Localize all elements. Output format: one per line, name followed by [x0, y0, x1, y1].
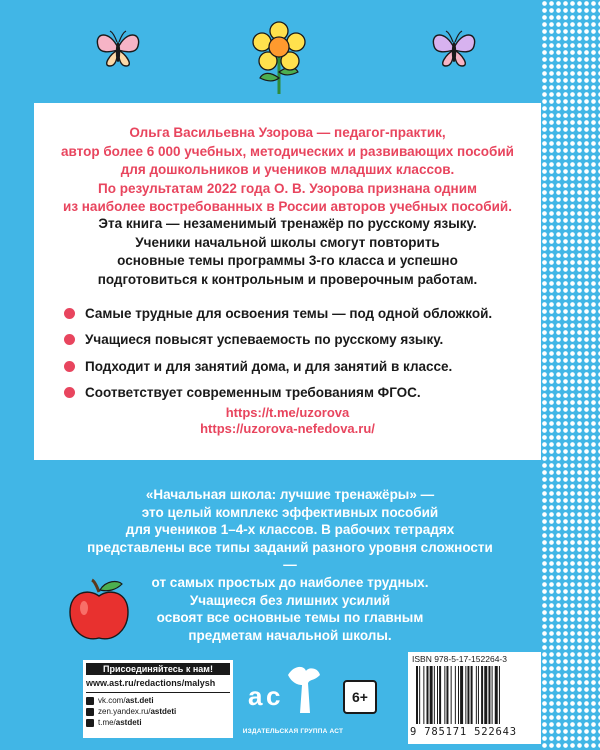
social-zen[interactable] — [86, 706, 230, 717]
ast-logo-icon — [238, 655, 348, 727]
author-line: для дошкольников и учеников младших классов. — [120, 162, 455, 177]
site-bold: malysh — [184, 678, 216, 688]
feature-item — [64, 358, 534, 375]
social-vk[interactable] — [86, 695, 230, 706]
flower-icon — [250, 20, 308, 94]
social-prefix: vk.com/ — [98, 696, 126, 705]
social-links-box — [83, 660, 233, 738]
dotted-binding-border — [541, 0, 600, 750]
author-line: Ольга Васильевна Узорова — педагог-практик, — [129, 125, 446, 140]
age-rating-badge: 6+ — [343, 680, 377, 714]
social-telegram[interactable] — [86, 717, 230, 728]
description-line: Ученики начальной школы смогут повторить — [135, 234, 440, 250]
author-line: автор более 6 000 учебных, методических и развивающих пособий — [61, 143, 514, 159]
series-line: «Начальная школа: лучшие тренажёры» — — [145, 487, 435, 502]
vk-icon — [86, 697, 94, 705]
join-title: Присоединяйтесь к нам! — [86, 663, 230, 675]
barcode-icon — [416, 666, 534, 726]
feature-text: Соответствует современным требованиям ФГОС. — [85, 385, 421, 401]
social-prefix: zen.yandex.ru/ — [98, 707, 151, 716]
social-bold: ast.deti — [125, 696, 154, 705]
isbn-block — [408, 652, 541, 744]
site-prefix: www.ast.ru/redactions/ — [86, 678, 185, 688]
left-blue-strip — [0, 103, 34, 663]
social-bold: astdeti — [115, 718, 142, 727]
feature-item — [64, 384, 534, 401]
series-line: предметам начальной школы. — [188, 627, 392, 643]
publisher-caption: ИЗДАТЕЛЬСКАЯ ГРУППА АСТ — [242, 728, 344, 735]
telegram-link[interactable]: https://t.me/uzorova — [225, 405, 350, 420]
series-line: представлены все типы заданий разного уровня сложности — — [87, 539, 493, 573]
author-info — [34, 124, 541, 217]
series-description — [80, 486, 500, 644]
butterfly-left-icon — [92, 26, 144, 74]
publisher-site[interactable] — [86, 677, 230, 690]
bullet-dot-icon — [64, 387, 75, 398]
series-line: от самых простых до наиболее трудных. — [151, 574, 429, 590]
website-link[interactable]: https://uzorova-nefedova.ru/ — [200, 421, 375, 436]
divider — [86, 692, 230, 693]
social-prefix: t.me/ — [98, 718, 116, 727]
series-line: Учащиеся без лишних усилий — [189, 592, 391, 608]
svg-text:с: с — [266, 681, 281, 711]
butterfly-right-icon — [428, 26, 480, 74]
bullet-dot-icon — [64, 308, 75, 319]
description-line: Эта книга — незаменимый тренажёр по русскому языку. — [98, 216, 477, 231]
feature-item — [64, 331, 534, 348]
book-description — [34, 215, 541, 289]
series-line: для учеников 1–4-х классов. В рабочих тетрадях — [125, 522, 455, 538]
barcode-digits: 9 785171 522643 — [410, 726, 517, 738]
description-line: основные темы программы 3-го класса и успешно — [117, 253, 458, 269]
bullet-dot-icon — [64, 334, 75, 345]
svg-text:а: а — [248, 681, 263, 711]
feature-list — [64, 305, 534, 411]
telegram-icon — [86, 719, 94, 727]
feature-item — [64, 305, 534, 322]
bullet-dot-icon — [64, 361, 75, 372]
series-line: это целый комплекс эффективных пособий — [141, 504, 439, 520]
feature-text: Подходит и для занятий дома, и для занятий в классе. — [85, 358, 453, 374]
feature-text: Самые трудные для освоения темы — под одной обложкой. — [85, 306, 493, 321]
publisher-logo — [238, 655, 348, 745]
apple-icon — [66, 578, 132, 644]
feature-text: Учащиеся повысят успеваемость по русскому языку. — [85, 332, 444, 348]
series-line: освоят все основные темы по главным — [156, 610, 424, 626]
author-links — [34, 405, 541, 437]
zen-icon — [86, 708, 94, 716]
social-bold: astdeti — [150, 707, 177, 716]
isbn-label: ISBN 978-5-17-152264-3 — [412, 654, 507, 664]
author-line: По результатам 2022 года О. В. Узорова признана одним — [98, 180, 477, 196]
author-line: из наиболее востребованных в России авторов учебных пособий. — [63, 199, 512, 214]
description-line: подготовиться к контрольным и проверочным работам. — [97, 271, 478, 287]
